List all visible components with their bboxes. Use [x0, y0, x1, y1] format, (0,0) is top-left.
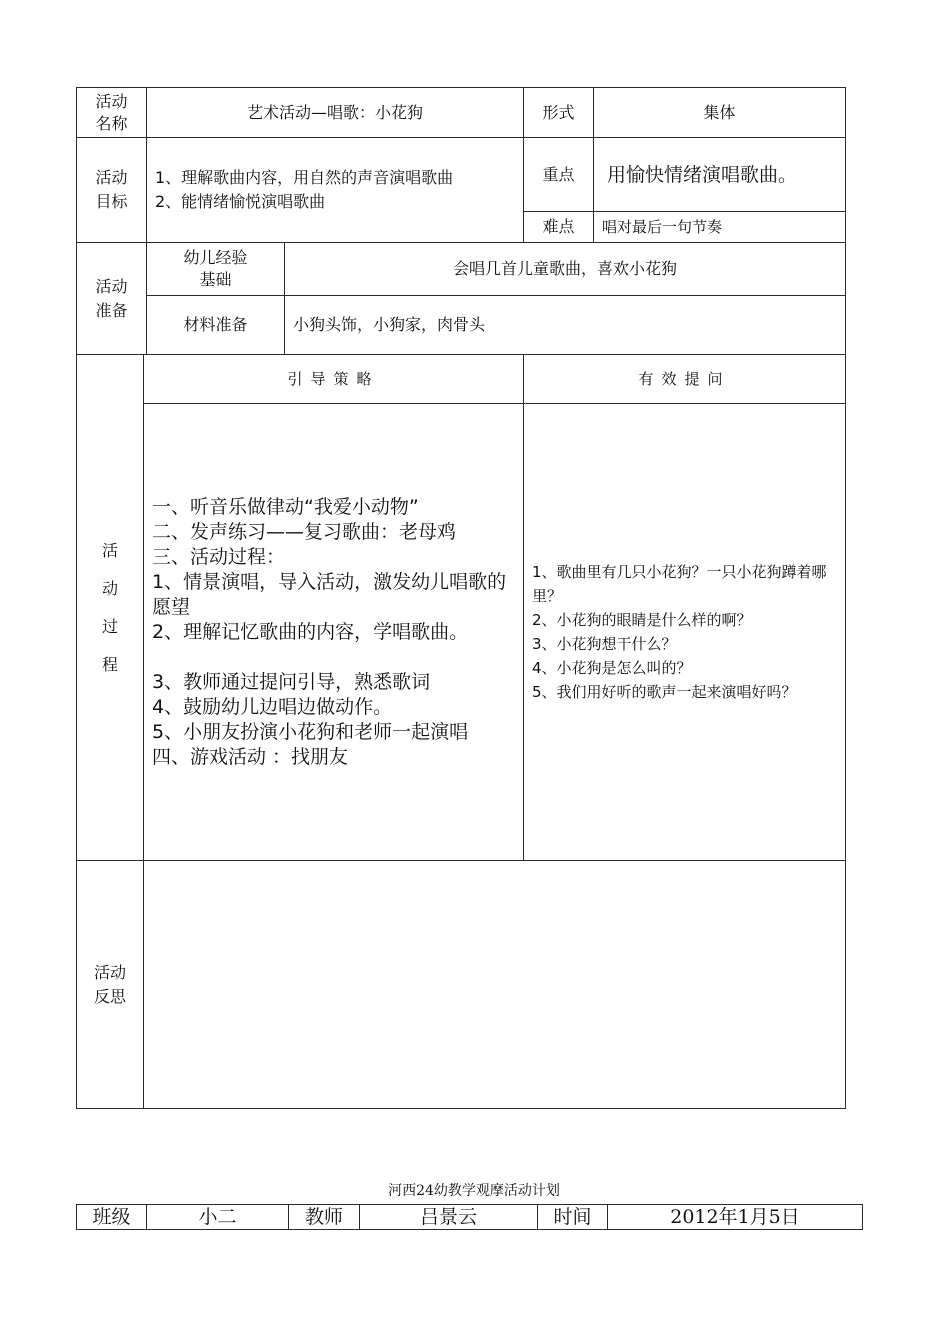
- experience-label: 幼儿经验 基础: [183, 248, 248, 289]
- key-point-label: 重点: [542, 164, 575, 184]
- table-line: [862, 1204, 863, 1230]
- table-line: [845, 87, 846, 1109]
- teacher-label: 教师: [304, 1206, 343, 1228]
- time-label: 时间: [553, 1206, 592, 1228]
- goal-label: 活动 目标: [95, 168, 128, 211]
- questions-text: 1、歌曲里有几只小花狗？一只小花狗蹲着哪里？ 2、小花狗的眼睛是什么样的啊？ 3、小花狗想干什么？ 4、小花狗是怎么叫的？ 5、我们用好听的歌声一起来演唱好吗？: [532, 563, 827, 701]
- materials-label: 材料准备: [183, 315, 248, 334]
- materials-value: 小狗头饰，小狗家，肉骨头: [293, 315, 486, 334]
- table-line: [76, 1229, 863, 1230]
- activity-name-label: 活动 名称: [95, 91, 128, 133]
- activity-name-value: 艺术活动—唱歌：小花狗: [246, 102, 423, 122]
- class-value: 小二: [198, 1206, 237, 1228]
- time-value: 2012年1月5日: [670, 1206, 800, 1228]
- reflection-area: [144, 861, 845, 1108]
- difficulty-value: 唱对最后一句节奏: [602, 218, 723, 236]
- questions-header: 有效提问: [638, 370, 731, 388]
- reflection-label: 活动 反思: [93, 962, 126, 1006]
- process-label: 活 动 过 程: [101, 541, 118, 674]
- difficulty-label: 难点: [542, 217, 575, 236]
- form-value: 集体: [703, 102, 736, 122]
- experience-value: 会唱几首儿童歌曲，喜欢小花狗: [452, 259, 677, 278]
- table-line: [76, 1108, 846, 1109]
- strategy-text: 一、听音乐做律动“我爱小动物” 二、发声练习——复习歌曲：老母鸡 三、活动过程： 1、情景演唱，导入活动，激发幼儿唱歌的愿望 2、理解记忆歌曲的内容，学唱歌曲。 3、教师通过提问引导，熟悉歌词 4、鼓励幼儿边唱边做动作。 5、小朋友扮演小花狗和老师一起演唱 四、游戏活动 ：找朋友: [152, 495, 507, 768]
- form-label: 形式: [542, 102, 575, 122]
- footer-title: 河西24幼教学观摩活动计划: [388, 1183, 560, 1199]
- goals-text: 1、理解歌曲内容，用自然的声音演唱歌曲 2、能情绪愉悦演唱歌曲: [155, 168, 454, 211]
- key-point-value: 用愉快情绪演唱歌曲。: [607, 163, 798, 186]
- table-line: [523, 354, 524, 861]
- strategy-header: 引导策略: [287, 370, 380, 388]
- table-line: [593, 137, 594, 243]
- prep-label: 活动 准备: [95, 276, 128, 320]
- teacher-value: 吕景云: [419, 1206, 477, 1228]
- class-label: 班级: [92, 1206, 131, 1228]
